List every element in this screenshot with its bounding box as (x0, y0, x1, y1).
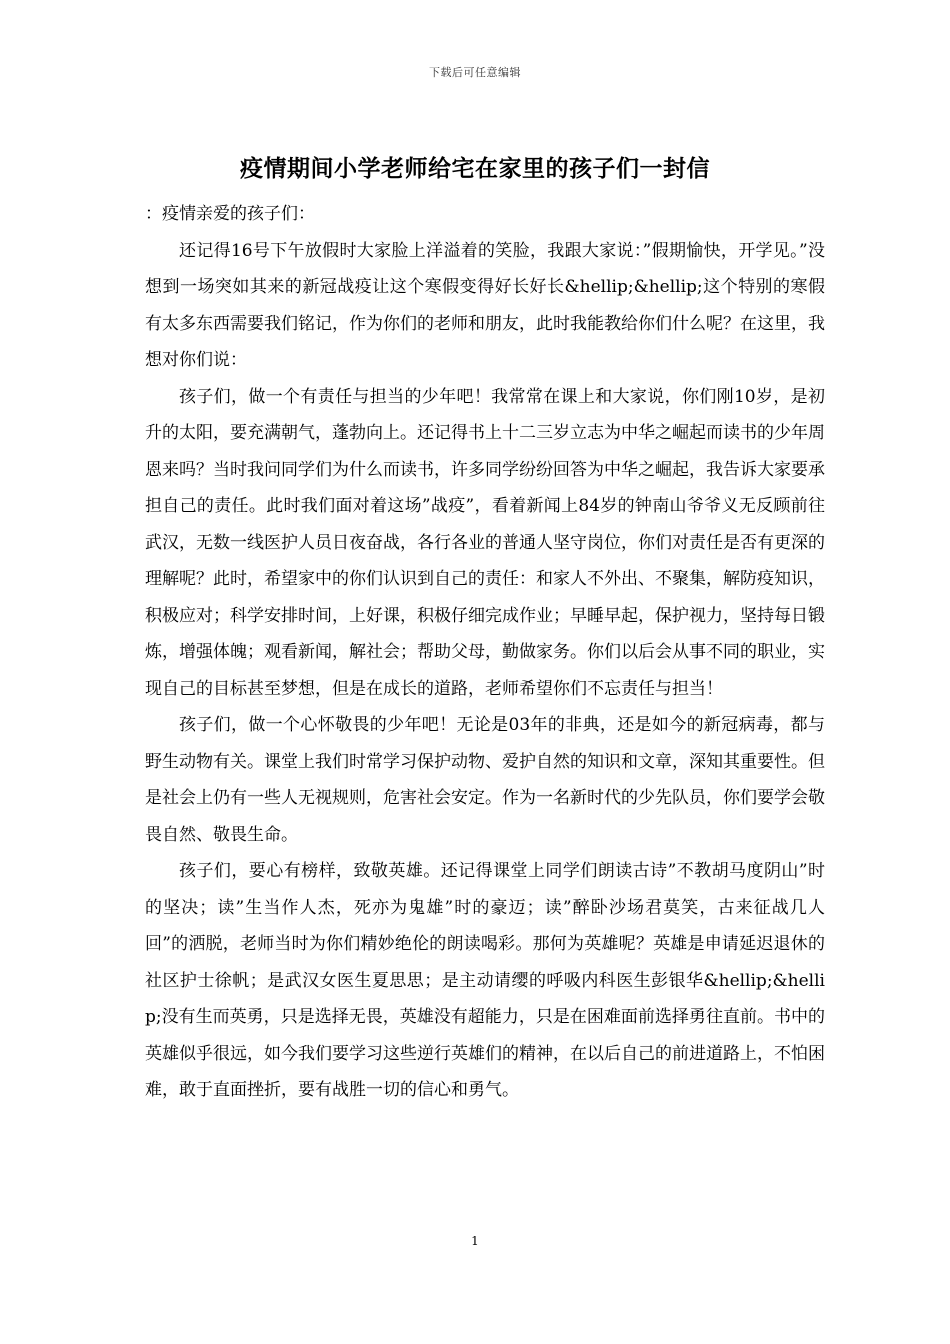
paragraph-3: 孩子们，做一个心怀敬畏的少年吧！无论是03年的非典，还是如今的新冠病毒，都与野生动物有关。课堂上我们时常学习保护动物、爱护自然的知识和文章，深知其重要性。但是社会上仍有一些人无视规则，危害社会安定。作为一名新时代的少先队员，你们要学会敬畏自然、敬畏生命。 (145, 715, 825, 845)
header-note: 下载后可任意编辑 (429, 66, 521, 79)
page-number: 1 (471, 1234, 479, 1248)
paragraph-1: 还记得16号下午放假时大家脸上洋溢着的笑脸，我跟大家说：”假期愉快，开学见。”没想到一场突如其来的新冠战疫让这个寒假变得好长好长&hellip;&hellip;这个特别的寒假有太多东西需要我们铭记，作为你们的老师和朋友，此时我能教给你们什么呢？在这里，我想对你们说： (145, 240, 825, 370)
paragraph-2: 孩子们，做一个有责任与担当的少年吧！我常常在课上和大家说，你们刚10岁，是初升的太阳，要充满朝气，蓬勃向上。还记得书上十二三岁立志为中华之崛起而读书的少年周恩来吗？当时我问同学们为什么而读书，许多同学纷纷回答为中华之崛起，我告诉大家要承担自己的责任。此时我们面对着这场”战疫”，看着新闻上84岁的钟南山爷爷义无反顾前往武汉，无数一线医护人员日夜奋战，各行各业的普通人坚守岗位，你们对责任是否有更深的理解呢？此时，希望家中的你们认识到自己的责任：和家人不外出、不聚集，解防疫知识，积极应对；科学安排时间，上好课，积极仔细完成作业；早睡早起，保护视力，坚持每日锻炼，增强体魄；观看新闻，解社会；帮助父母，勤做家务。你们以后会从事不同的职业，实现自己的目标甚至梦想，但是在成长的道路，老师希望你们不忘责任与担当！ (145, 386, 825, 699)
letter-title: 疫情期间小学老师给宅在家里的孩子们一封信 (240, 156, 710, 182)
salutation: ：疫情亲爱的孩子们： (145, 204, 315, 224)
paragraph-4: 孩子们，要心有榜样，致敬英雄。还记得课堂上同学们朗读古诗”不教胡马度阴山”时的坚决；读”生当作人杰，死亦为鬼雄”时的豪迈；读”醉卧沙场君莫笑，古来征战几人回”的洒脱，老师当时为你们精妙绝伦的朗读喝彩。那何为英雄呢？英雄是申请延迟退休的社区护士徐帆；是武汉女医生夏思思；是主动请缨的呼吸内科医生彭银华&hellip;&hellip;没有生而英勇，只是选择无畏，英雄没有超能力，只是在困难面前选择勇往直前。书中的英雄似乎很远，如今我们要学习这些逆行英雄们的精神，在以后自己的前进道路上，不怕困难，敢于直面挫折，要有战胜一切的信心和勇气。 (145, 861, 825, 1100)
letter-body (145, 196, 825, 1109)
